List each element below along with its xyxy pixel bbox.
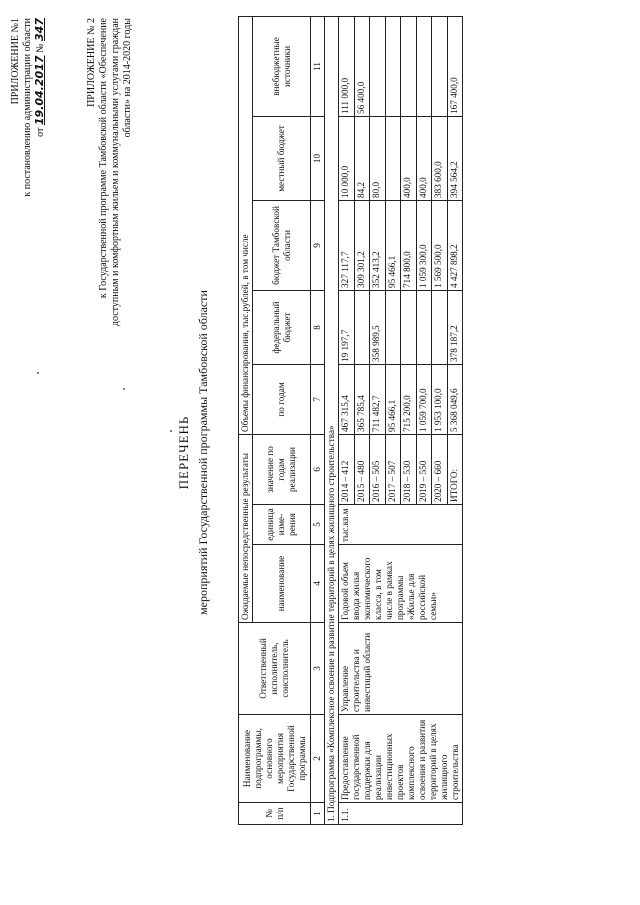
- header-by-years: по годам: [253, 364, 311, 434]
- regional-value: 1 569 500,0: [432, 200, 448, 290]
- year-value: 2017 – 507: [385, 434, 401, 504]
- year-value: 2018 – 530: [401, 434, 417, 504]
- year-value: 2015 – 480: [354, 434, 370, 504]
- header-executor: Ответственный исполнитель, соисполнитель: [239, 623, 311, 715]
- federal-value: [401, 290, 417, 364]
- year-value: 2019 – 550: [416, 434, 432, 504]
- extra-value: 56 400,0: [354, 16, 370, 116]
- federal-value: [354, 290, 370, 364]
- local-value: 383 600,0: [432, 116, 448, 200]
- total-value: 1 059 700,0: [416, 364, 432, 434]
- col-number: 4: [311, 545, 325, 623]
- measures-table: [238, 16, 463, 825]
- program-line-1: к Государственной программе Тамбовской области «Обеспечение: [98, 18, 109, 299]
- total-value: 95 466,1: [385, 364, 401, 434]
- col-number: 6: [311, 434, 325, 504]
- total-value: 5 368 049,6: [447, 364, 463, 434]
- decree-date-line: от 19.04.2017 № 347: [33, 18, 46, 137]
- regional-value: 1 059 300,0: [416, 200, 432, 290]
- col-number: 2: [311, 715, 325, 803]
- header-expected: Ожидаемые непосредственные результаты: [239, 434, 253, 622]
- col-number: 1: [311, 803, 325, 825]
- local-value: 400,0: [401, 116, 417, 200]
- total-value: 715 200,0: [401, 364, 417, 434]
- header-funding: Объемы финансирования, тыс.рублей, в том числе: [239, 16, 253, 434]
- header-row-1: [239, 16, 253, 824]
- total-value: 1 953 100,0: [432, 364, 448, 434]
- appendix-1-label: ПРИЛОЖЕНИЕ №1: [10, 18, 21, 105]
- appendix-2-label: ПРИЛОЖЕНИЕ № 2: [86, 18, 97, 107]
- local-value: 394 564,2: [447, 116, 463, 200]
- local-value: [385, 116, 401, 200]
- federal-value: 358 989,5: [370, 290, 386, 364]
- header-federal: федеральный бюджет: [253, 290, 311, 364]
- program-header: [86, 18, 134, 326]
- document-title: ПЕРЕЧЕНЬ: [176, 415, 191, 490]
- federal-value: 378 187,2: [447, 290, 463, 364]
- extra-value: [401, 16, 417, 116]
- local-value: 10 000,0: [339, 116, 355, 200]
- item-unit: тыс.кв.м: [339, 505, 463, 545]
- decree-header: [10, 18, 47, 197]
- header-num: № п/п: [239, 803, 311, 825]
- col-number: 11: [311, 16, 325, 116]
- local-value: 400,0: [416, 116, 432, 200]
- year-value: 2014 – 412: [339, 434, 355, 504]
- header-name: Наименование подпрограммы, основного мероприятия Государственной программы: [239, 715, 311, 803]
- federal-value: [432, 290, 448, 364]
- header-result-name: наименование: [253, 545, 311, 623]
- column-numbers-row: [311, 16, 325, 824]
- total-value: 711 482,7: [370, 364, 386, 434]
- col-number: 7: [311, 364, 325, 434]
- program-line-3: области» на 2014-2020 годы: [122, 18, 133, 138]
- extra-value: [370, 16, 386, 116]
- federal-value: [385, 290, 401, 364]
- handwritten-date: 19.04.2017: [33, 55, 46, 126]
- col-number: 10: [311, 116, 325, 200]
- total-label: ИТОГО:: [447, 434, 463, 504]
- total-value: 467 315,4: [339, 364, 355, 434]
- extra-value: 167 400,0: [447, 16, 463, 116]
- subprogram-title: 1. Подпрограмма «Комплексное освоение и развитие территорий в целях жилищного строительства»: [325, 16, 339, 824]
- extra-value: 111 000,0: [339, 16, 355, 116]
- handwritten-number: 347: [33, 18, 46, 41]
- subprogram-row: [325, 16, 339, 824]
- federal-value: 19 197,7: [339, 290, 355, 364]
- scan-speck: [37, 372, 39, 374]
- regional-value: 714 800,0: [401, 200, 417, 290]
- total-value: 365 785,4: [354, 364, 370, 434]
- year-value: 2016 – 505: [370, 434, 386, 504]
- col-number: 9: [311, 200, 325, 290]
- item-number: 1.1.: [339, 803, 463, 825]
- program-line-2: доступным и комфортным жильем и коммунальными услугами граждан: [110, 18, 121, 327]
- header-result-value: значение по годам реализации: [253, 434, 311, 504]
- item-executor: Управление строительства и инвестиций области: [339, 623, 463, 715]
- item-result-name: Годовой объем ввода жилья экономического класса, в том числе в рамках программы «Жилье для российской семьи»: [339, 545, 463, 623]
- scan-speck: [170, 430, 172, 432]
- document-subtitle: мероприятий Государственной программы Тамбовской области: [196, 290, 210, 615]
- federal-value: [416, 290, 432, 364]
- data-row: [339, 16, 355, 824]
- regional-value: 327 117,7: [339, 200, 355, 290]
- header-local: местный бюджет: [253, 116, 311, 200]
- col-number: 8: [311, 290, 325, 364]
- header-extra: внебюджетные источники: [253, 16, 311, 116]
- extra-value: [432, 16, 448, 116]
- regional-value: 4 427 898,2: [447, 200, 463, 290]
- col-number: 3: [311, 623, 325, 715]
- regional-value: 309 301,2: [354, 200, 370, 290]
- local-value: 84,2: [354, 116, 370, 200]
- regional-value: 95 466,1: [385, 200, 401, 290]
- local-value: 80,0: [370, 116, 386, 200]
- year-value: 2020 – 660: [432, 434, 448, 504]
- header-regional: бюджет Тамбовской области: [253, 200, 311, 290]
- extra-value: [385, 16, 401, 116]
- header-result-unit: единица изме-рения: [253, 505, 311, 545]
- scan-speck: [123, 388, 125, 390]
- regional-value: 352 413,2: [370, 200, 386, 290]
- extra-value: [416, 16, 432, 116]
- decree-line: к постановлению администрации области: [22, 18, 33, 197]
- item-name: Предоставление государственной поддержки для реализации инвестиционных проектов комплексного освоения и развития территорий в целях жилищного строительства: [339, 715, 463, 803]
- col-number: 5: [311, 505, 325, 545]
